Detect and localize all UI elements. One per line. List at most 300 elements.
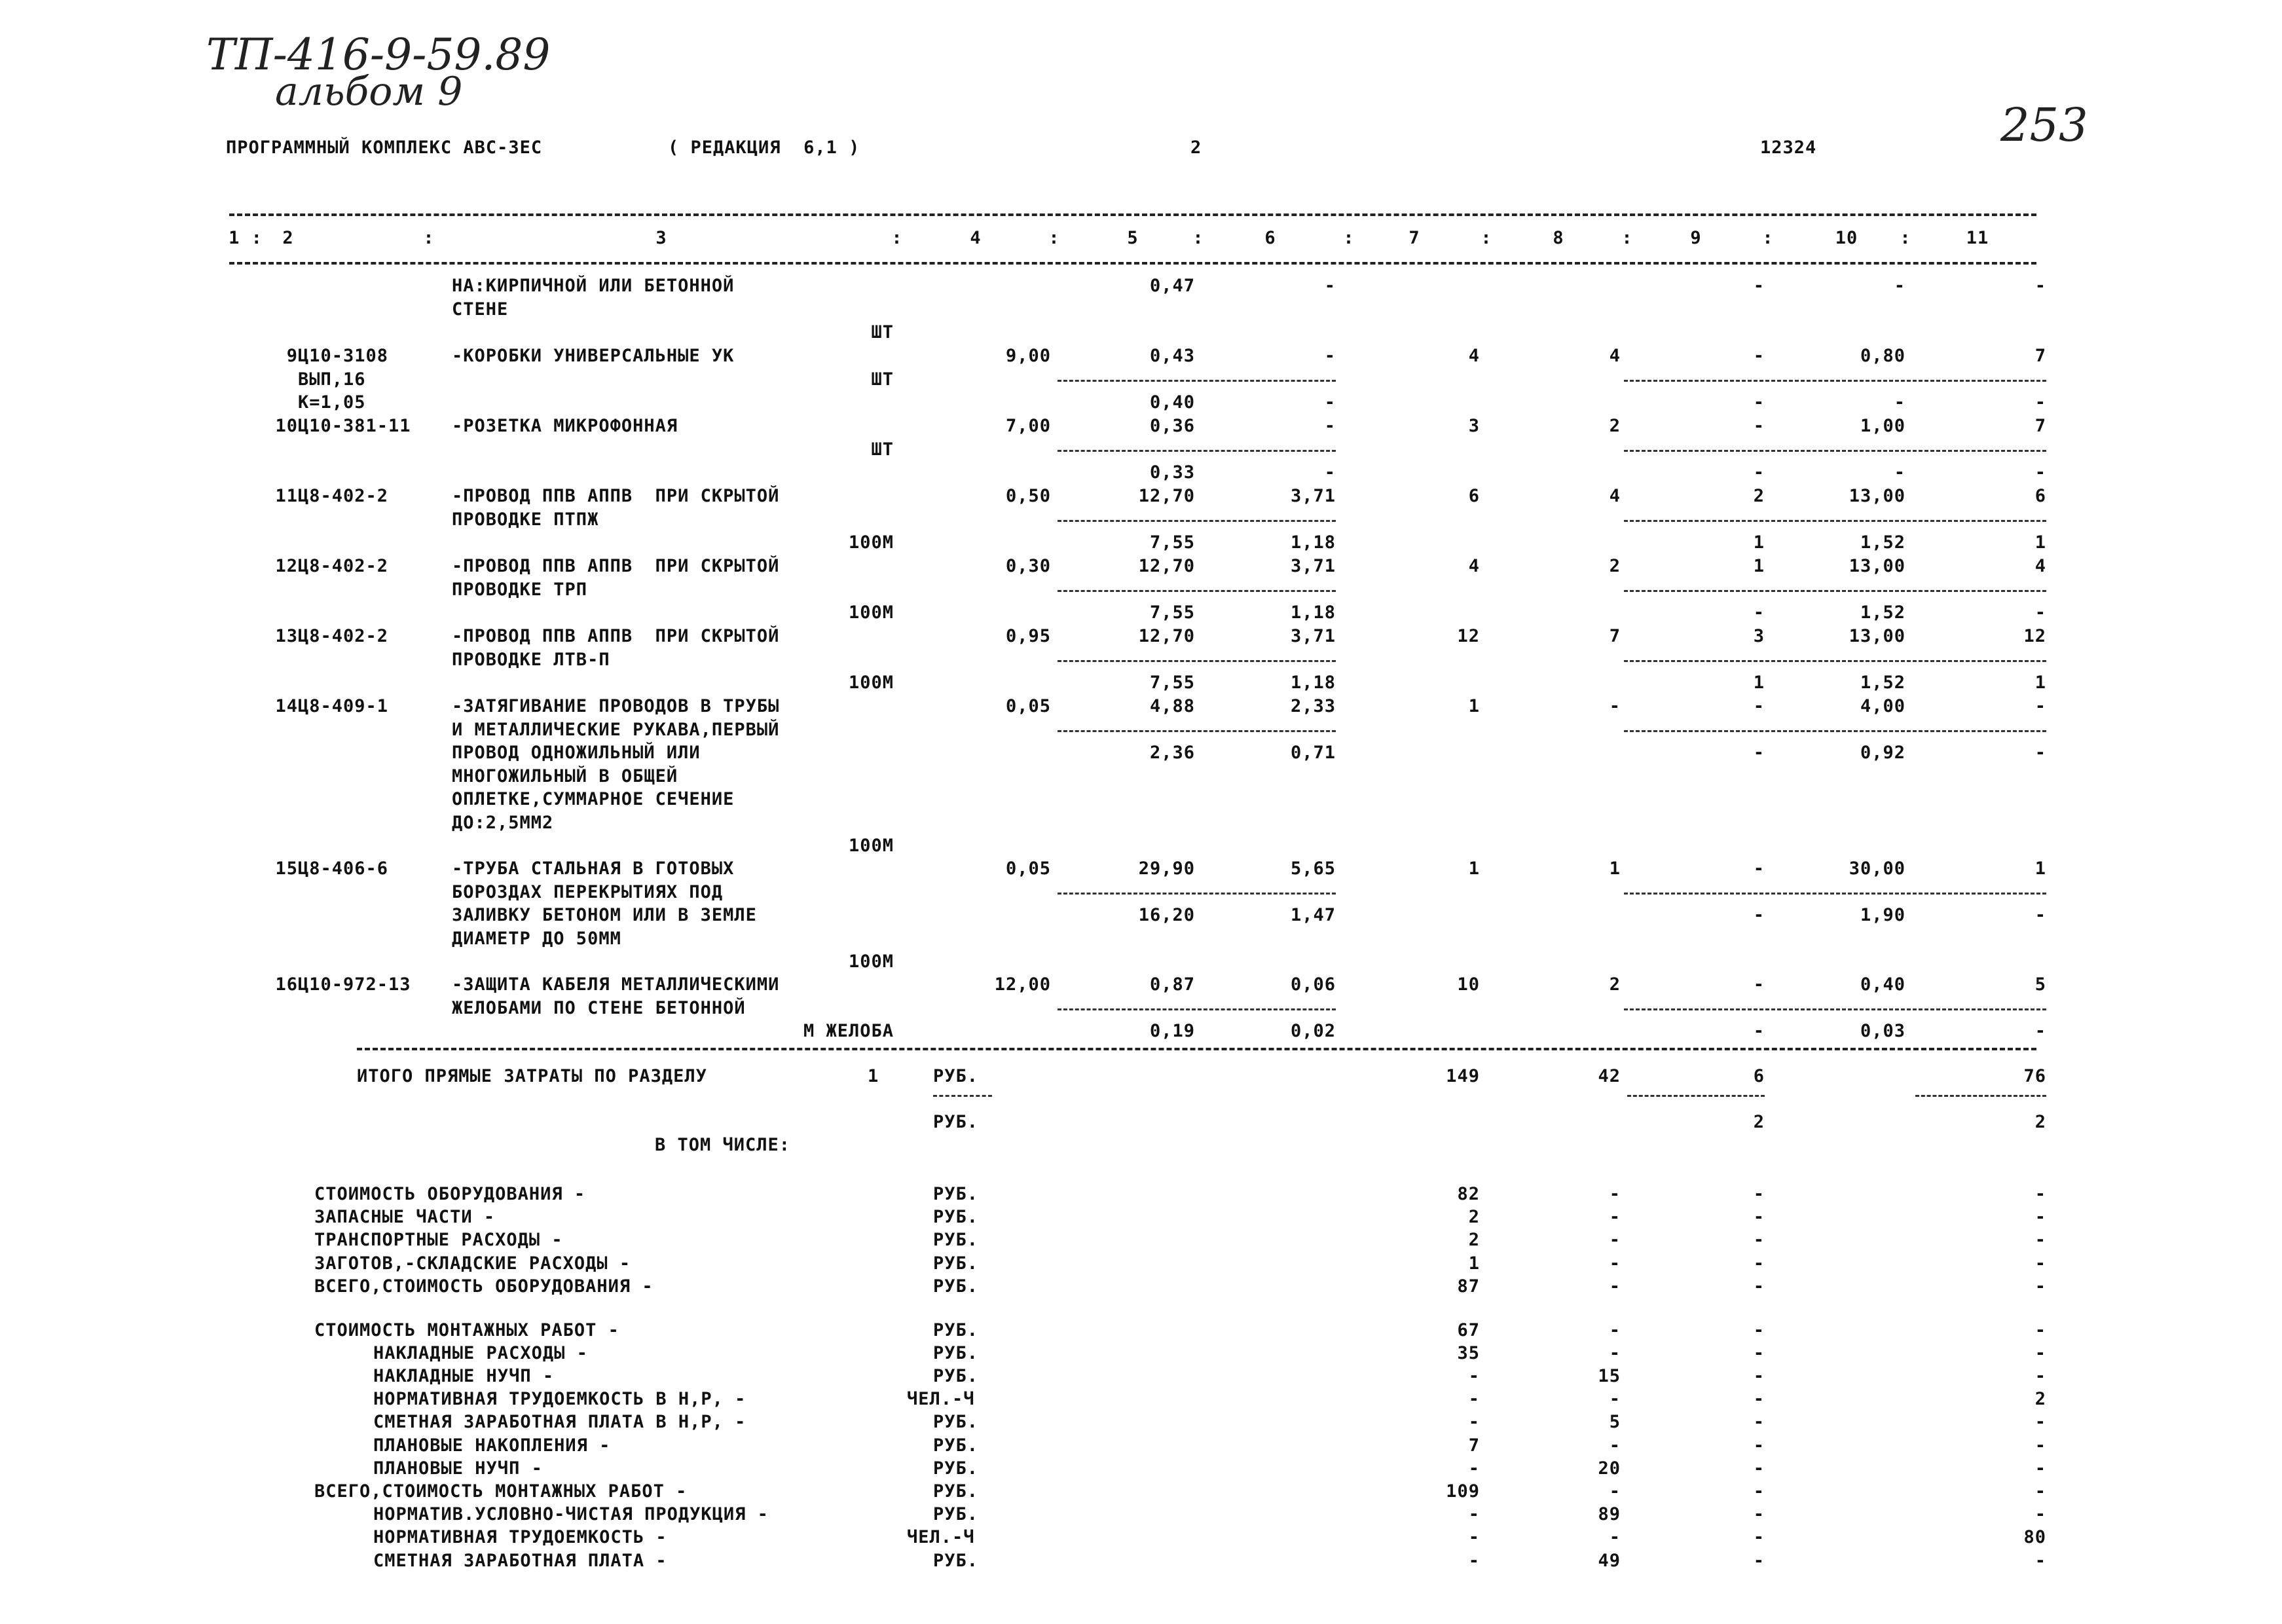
subtotal-separator: [1058, 660, 1336, 662]
item-machine-wages: 0,02: [1290, 1021, 1336, 1041]
summary-col8: -: [1609, 1253, 1621, 1274]
item-col10: 13,00: [1849, 626, 1905, 646]
item-col9: -: [1753, 858, 1765, 879]
total-col11: 76: [2023, 1066, 2046, 1086]
summary-col11: -: [2034, 1276, 2046, 1297]
item-col9-second: -: [1753, 905, 1765, 925]
item-number: 16: [275, 974, 298, 995]
item-wages-cost: 4: [1609, 346, 1621, 366]
item-unit-price-wages: 0,06: [1290, 974, 1336, 995]
summary-col8: -: [1609, 1184, 1621, 1204]
summary-col9: -: [1753, 1207, 1765, 1228]
item-col10-second: 1,90: [1860, 905, 1905, 925]
summary-label: ТРАНСПОРТНЫЕ РАСХОДЫ -: [314, 1230, 563, 1251]
item-col9-second: 1: [1753, 532, 1765, 553]
summary-col9: -: [1753, 1481, 1765, 1502]
item-machine-wages: 1,18: [1290, 602, 1336, 623]
summary-unit: РУБ.: [933, 1207, 979, 1228]
item-col10: 0,40: [1860, 974, 1905, 995]
item-col9: 2: [1753, 486, 1765, 506]
subtotal-separator: [1624, 450, 2046, 452]
item-quantity: 0,95: [1005, 626, 1051, 646]
section-end-rule: [357, 1048, 2036, 1050]
item-unit-price-total: 4,88: [1149, 696, 1195, 716]
summary-col11: -: [2034, 1550, 2046, 1571]
item-unit-price-wages: -: [1324, 276, 1336, 296]
item-col9: 3: [1753, 626, 1765, 646]
subtotal-separator: [1058, 730, 1336, 732]
subtotal-separator: [1624, 660, 2046, 662]
summary-col8: -: [1609, 1276, 1621, 1297]
subtotal-separator: [1624, 1008, 2046, 1010]
summary-col9: -: [1753, 1550, 1765, 1571]
item-description: -ТРУБА СТАЛЬНАЯ В ГОТОВЫХ: [452, 858, 735, 879]
subtotal-separator: [1915, 1095, 2046, 1097]
subtotal-separator: [1624, 380, 2046, 382]
subtotal-separator: [1624, 520, 2046, 522]
item-machine-wages: 1,18: [1290, 532, 1336, 553]
item-number: 13: [275, 626, 298, 646]
summary-unit: РУБ.: [933, 1276, 979, 1297]
summary-unit: РУБ.: [933, 1230, 979, 1251]
summary-col11: -: [2034, 1184, 2046, 1204]
item-col11-second: -: [2034, 905, 2046, 925]
column-header-cell: :: [1621, 228, 1633, 248]
item-unit: 100М: [848, 836, 894, 856]
item-description: ЗАЛИВКУ БЕТОНОМ ИЛИ В ЗЕМЛЕ: [452, 905, 757, 925]
column-header-cell: 6: [1264, 228, 1276, 248]
item-description: БОРОЗДАХ ПЕРЕКРЫТИЯХ ПОД: [452, 881, 724, 902]
item-col9-second: -: [1753, 743, 1765, 763]
item-number: 14: [275, 696, 298, 716]
item-col9: -: [1753, 974, 1765, 995]
item-machine-price: 0,33: [1149, 462, 1195, 483]
item-code: Ц8-406-6: [298, 858, 389, 879]
summary-label: НОРМАТИВ.УСЛОВНО-ЧИСТАЯ ПРОДУКЦИЯ -: [373, 1504, 769, 1525]
summary-col7: -: [1468, 1389, 1480, 1410]
item-col10-second: 1,52: [1860, 602, 1905, 623]
item-wages-cost: 4: [1609, 486, 1621, 506]
item-col9-second: -: [1753, 602, 1765, 623]
subtotal-separator: [1058, 1008, 1336, 1010]
item-code: Ц8-409-1: [298, 696, 389, 716]
item-col11: 12: [2023, 626, 2046, 646]
item-col9: -: [1753, 346, 1765, 366]
column-header-cell: 8: [1553, 228, 1564, 248]
subtotal-separator: [1058, 450, 1336, 452]
summary-col9: -: [1753, 1230, 1765, 1251]
summary-label: СТОИМОСТЬ ОБОРУДОВАНИЯ -: [314, 1184, 586, 1204]
item-description: И МЕТАЛЛИЧЕСКИЕ РУКАВА,ПЕРВЫЙ: [452, 719, 780, 740]
item-description: НА:КИРПИЧНОЙ ИЛИ БЕТОННОЙ: [452, 276, 735, 296]
summary-col7: 1: [1468, 1253, 1480, 1274]
summary-label: НАКЛАДНЫЕ НУЧП -: [373, 1366, 555, 1387]
item-quantity: 12,00: [994, 974, 1051, 995]
item-col10: 30,00: [1849, 858, 1905, 879]
item-total-cost: 4: [1468, 346, 1480, 366]
item-col9: -: [1753, 696, 1765, 716]
summary-col7: -: [1468, 1366, 1480, 1387]
summary-col9: -: [1753, 1412, 1765, 1433]
summary-unit: РУБ.: [933, 1412, 979, 1433]
item-col9: 1: [1753, 556, 1765, 576]
subtotal-separator: [1058, 520, 1336, 522]
summary-unit: ЧЕЛ.-Ч: [907, 1527, 975, 1548]
summary-unit: РУБ.: [933, 1253, 979, 1274]
item-col11: 4: [2034, 556, 2046, 576]
item-quantity: 0,05: [1005, 858, 1051, 879]
item-quantity: 0,30: [1005, 556, 1051, 576]
summary-col11: -: [2034, 1207, 2046, 1228]
item-total-cost: 1: [1468, 858, 1480, 879]
summary-col8: 89: [1598, 1504, 1621, 1525]
summary-label: ПЛАНОВЫЕ НУЧП -: [373, 1458, 543, 1479]
item-col10-second: 1,52: [1860, 532, 1905, 553]
item-description: ДИАМЕТР ДО 50ММ: [452, 928, 621, 949]
item-col10: 4,00: [1860, 696, 1905, 716]
item-col9-second: -: [1753, 392, 1765, 413]
item-unit-price-total: 12,70: [1138, 626, 1195, 646]
item-wages-cost: 1: [1609, 858, 1621, 879]
summary-col11: -: [2034, 1412, 2046, 1433]
summary-col9: -: [1753, 1276, 1765, 1297]
item-unit-price-total: 0,87: [1149, 974, 1195, 995]
item-unit-price-total: 0,43: [1149, 346, 1195, 366]
summary-col9: -: [1753, 1320, 1765, 1340]
column-header-cell: :: [1343, 228, 1355, 248]
item-unit-price-total: 12,70: [1138, 556, 1195, 576]
item-number: 10: [275, 416, 298, 436]
summary-col11: 80: [2023, 1527, 2046, 1548]
item-col9: -: [1753, 276, 1765, 296]
item-machine-wages: -: [1324, 462, 1336, 483]
summary-col7: 7: [1468, 1435, 1480, 1456]
item-col10-second: -: [1894, 462, 1905, 483]
item-description: ПРОВОДКЕ ТРП: [452, 579, 588, 600]
summary-col8: -: [1609, 1342, 1621, 1363]
summary-col11: -: [2034, 1481, 2046, 1502]
item-code: Ц8-402-2: [298, 486, 389, 506]
item-unit-price-wages: -: [1324, 346, 1336, 366]
summary-col11: -: [2034, 1435, 2046, 1456]
item-wages-cost: 2: [1609, 556, 1621, 576]
item-unit: ШТ: [871, 439, 894, 460]
summary-col11: -: [2034, 1342, 2046, 1363]
summary-col8: -: [1609, 1435, 1621, 1456]
item-col11: 7: [2034, 416, 2046, 436]
item-machine-price: 2,36: [1149, 743, 1195, 763]
column-header-cell: :: [891, 228, 903, 248]
document-number: 12324: [1760, 138, 1817, 158]
column-header-cell: 7: [1408, 228, 1420, 248]
item-col10: 13,00: [1849, 486, 1905, 506]
subtotal-separator: [1058, 590, 1336, 592]
summary-unit: РУБ.: [933, 1481, 979, 1502]
summary-col8: 20: [1598, 1458, 1621, 1479]
summary-label: ВСЕГО,СТОИМОСТЬ МОНТАЖНЫХ РАБОТ -: [314, 1481, 688, 1502]
item-total-cost: 3: [1468, 416, 1480, 436]
item-total-cost: 6: [1468, 486, 1480, 506]
program-edition: ( РЕДАКЦИЯ 6,1 ): [668, 138, 860, 158]
summary-col8: -: [1609, 1389, 1621, 1410]
item-unit-price-total: 0,36: [1149, 416, 1195, 436]
summary-label: СМЕТНАЯ ЗАРАБОТНАЯ ПЛАТА -: [373, 1550, 667, 1571]
total-section: 1: [868, 1066, 879, 1086]
summary-col7: 67: [1457, 1320, 1480, 1340]
summary-col9: -: [1753, 1366, 1765, 1387]
item-unit-price-total: 12,70: [1138, 486, 1195, 506]
item-code: Ц10-381-11: [298, 416, 411, 436]
summary-col9: -: [1753, 1389, 1765, 1410]
item-col11: 6: [2034, 486, 2046, 506]
item-unit: 100М: [848, 532, 894, 553]
summary-unit: РУБ.: [933, 1366, 979, 1387]
item-code: Ц10-972-13: [298, 974, 411, 995]
summary-unit: РУБ.: [933, 1320, 979, 1340]
summary-col7: 82: [1457, 1184, 1480, 1204]
summary-col7: -: [1468, 1550, 1480, 1571]
summary-col8: -: [1609, 1207, 1621, 1228]
summary-col7: 2: [1468, 1207, 1480, 1228]
column-header-cell: 9: [1690, 228, 1702, 248]
summary-col7: -: [1468, 1527, 1480, 1548]
item-unit-price-total: 29,90: [1138, 858, 1195, 879]
item-col10-second: 1,52: [1860, 673, 1905, 693]
table-header-rule: [229, 262, 2036, 265]
item-unit-price-wages: 3,71: [1290, 556, 1336, 576]
summary-col11: -: [2034, 1504, 2046, 1525]
summary-unit: РУБ.: [933, 1504, 979, 1525]
item-machine-price: 0,19: [1149, 1021, 1195, 1041]
subtotal-separator: [1627, 1095, 1765, 1097]
item-description: МНОГОЖИЛЬНЫЙ В ОБЩЕЙ: [452, 766, 678, 786]
summary-unit: РУБ.: [933, 1458, 979, 1479]
item-col10: 13,00: [1849, 556, 1905, 576]
item-unit-price-wages: 3,71: [1290, 626, 1336, 646]
summary-label: ЗАГОТОВ,-СКЛАДСКИЕ РАСХОДЫ -: [314, 1253, 631, 1274]
item-description: -ПРОВОД ППВ АППВ ПРИ СКРЫТОЙ: [452, 486, 780, 506]
summary-col11: -: [2034, 1320, 2046, 1340]
item-col10: 1,00: [1860, 416, 1905, 436]
total-col11-second: 2: [2034, 1112, 2046, 1132]
item-quantity: 0,50: [1005, 486, 1051, 506]
program-name: ПРОГРАММНЫЙ КОМПЛЕКС АВС-3ЕС: [226, 138, 543, 158]
subtotal-separator: [1058, 380, 1336, 382]
summary-label: ВСЕГО,СТОИМОСТЬ ОБОРУДОВАНИЯ -: [314, 1276, 653, 1297]
subtotal-separator: [933, 1095, 992, 1097]
column-header-cell: :: [1481, 228, 1492, 248]
item-machine-wages: 1,47: [1290, 905, 1336, 925]
item-col11: 7: [2034, 346, 2046, 366]
item-unit-price-wages: 3,71: [1290, 486, 1336, 506]
summary-col8: 15: [1598, 1366, 1621, 1387]
item-machine-wages: 0,71: [1290, 743, 1336, 763]
column-header-cell: :: [1048, 228, 1060, 248]
item-description: -КОРОБКИ УНИВЕРСАЛЬНЫЕ УК: [452, 346, 735, 366]
item-col11: 5: [2034, 974, 2046, 995]
summary-col9: -: [1753, 1184, 1765, 1204]
item-col11: -: [2034, 276, 2046, 296]
item-col9-second: -: [1753, 1021, 1765, 1041]
item-description: -ЗАТЯГИВАНИЕ ПРОВОДОВ В ТРУБЫ: [452, 696, 780, 716]
summary-col7: 109: [1446, 1481, 1480, 1502]
column-header-cell: :: [1192, 228, 1204, 248]
subtotal-separator: [1058, 893, 1336, 895]
item-col11-second: 1: [2034, 532, 2046, 553]
item-number: 12: [275, 556, 298, 576]
summary-unit: РУБ.: [933, 1550, 979, 1571]
handwritten-album: альбом 9: [275, 69, 463, 115]
summary-col9: -: [1753, 1253, 1765, 1274]
item-col10: 0,80: [1860, 346, 1905, 366]
summary-unit: РУБ.: [933, 1342, 979, 1363]
summary-col7: -: [1468, 1504, 1480, 1525]
item-machine-wages: -: [1324, 392, 1336, 413]
item-wages-cost: 2: [1609, 974, 1621, 995]
item-col9: -: [1753, 416, 1765, 436]
summary-col8: -: [1609, 1527, 1621, 1548]
item-machine-price: 7,55: [1149, 673, 1195, 693]
item-unit: 100М: [848, 673, 894, 693]
item-code-coefficient: К=1,05: [298, 392, 366, 413]
summary-col11: 2: [2034, 1389, 2046, 1410]
item-col11-second: -: [2034, 462, 2046, 483]
handwritten-code: ТП-416-9-59.89: [206, 29, 551, 80]
item-total-cost: 10: [1457, 974, 1480, 995]
item-col11: -: [2034, 696, 2046, 716]
summary-col9: -: [1753, 1342, 1765, 1363]
item-col11: 1: [2034, 858, 2046, 879]
item-quantity: 0,05: [1005, 696, 1051, 716]
total-unit-1: РУБ.: [933, 1066, 979, 1086]
item-machine-wages: 1,18: [1290, 673, 1336, 693]
column-header-cell: 11: [1966, 228, 1989, 248]
summary-unit: РУБ.: [933, 1435, 979, 1456]
item-code-extra: ВЫП,16: [298, 369, 366, 390]
subtotal-separator: [1624, 893, 2046, 895]
item-wages-cost: 2: [1609, 416, 1621, 436]
item-col9-second: 1: [1753, 673, 1765, 693]
subtotal-separator: [1624, 730, 2046, 732]
item-unit: 100М: [848, 951, 894, 972]
table-top-rule: [229, 213, 2036, 216]
summary-col7: 35: [1457, 1342, 1480, 1363]
item-col10: -: [1894, 276, 1905, 296]
item-wages-cost: -: [1609, 696, 1621, 716]
item-number: 9: [286, 346, 298, 366]
item-quantity: 9,00: [1005, 346, 1051, 366]
item-machine-price: 16,20: [1138, 905, 1195, 925]
item-col10-second: 0,03: [1860, 1021, 1905, 1041]
item-description: ДО:2,5ММ2: [452, 812, 554, 833]
total-label: ИТОГО ПРЯМЫЕ ЗАТРАТЫ ПО РАЗДЕЛУ: [357, 1066, 707, 1086]
summary-col7: 87: [1457, 1276, 1480, 1297]
item-unit: 100М: [848, 602, 894, 623]
item-description: СТЕНЕ: [452, 299, 509, 320]
handwritten-page-number: 253: [2000, 98, 2088, 152]
summary-col11: -: [2034, 1366, 2046, 1387]
item-col11-second: -: [2034, 602, 2046, 623]
item-unit: ШТ: [871, 369, 894, 390]
item-col10-second: -: [1894, 392, 1905, 413]
column-header-cell: 2: [282, 228, 294, 248]
summary-col8: -: [1609, 1230, 1621, 1251]
item-machine-price: 7,55: [1149, 532, 1195, 553]
item-unit-price-total: 0,47: [1149, 276, 1195, 296]
item-machine-price: 0,40: [1149, 392, 1195, 413]
item-unit: ШТ: [871, 322, 894, 342]
summary-col9: -: [1753, 1504, 1765, 1525]
summary-col9: -: [1753, 1527, 1765, 1548]
item-code: Ц10-3108: [298, 346, 389, 366]
column-header-cell: 3: [655, 228, 667, 248]
summary-label: СМЕТНАЯ ЗАРАБОТНАЯ ПЛАТА В Н,Р, -: [373, 1412, 746, 1433]
summary-col7: -: [1468, 1412, 1480, 1433]
subtotal-separator: [1624, 590, 2046, 592]
item-col10-second: 0,92: [1860, 743, 1905, 763]
summary-label: НОРМАТИВНАЯ ТРУДОЕМКОСТЬ -: [373, 1527, 667, 1548]
item-col11-second: -: [2034, 743, 2046, 763]
item-number: 11: [275, 486, 298, 506]
summary-col9: -: [1753, 1458, 1765, 1479]
item-unit-price-wages: -: [1324, 416, 1336, 436]
item-description: -ПРОВОД ППВ АППВ ПРИ СКРЫТОЙ: [452, 626, 780, 646]
summary-label: НОРМАТИВНАЯ ТРУДОЕМКОСТЬ В Н,Р, -: [373, 1389, 746, 1410]
column-header-cell: 1 :: [229, 228, 263, 248]
item-machine-price: 7,55: [1149, 602, 1195, 623]
summary-col8: -: [1609, 1481, 1621, 1502]
item-total-cost: 4: [1468, 556, 1480, 576]
summary-unit: РУБ.: [933, 1184, 979, 1204]
total-col8: 42: [1598, 1066, 1621, 1086]
summary-col11: -: [2034, 1458, 2046, 1479]
column-header-cell: :: [1900, 228, 1911, 248]
summary-label: ПЛАНОВЫЕ НАКОПЛЕНИЯ -: [373, 1435, 611, 1456]
column-header-cell: 4: [970, 228, 982, 248]
item-number: 15: [275, 858, 298, 879]
item-col11-second: 1: [2034, 673, 2046, 693]
item-unit: М ЖЕЛОБА: [803, 1021, 894, 1041]
item-col11-second: -: [2034, 1021, 2046, 1041]
column-header-cell: :: [423, 228, 435, 248]
item-col11-second: -: [2034, 392, 2046, 413]
column-header-cell: 5: [1127, 228, 1139, 248]
item-description: -ПРОВОД ППВ АППВ ПРИ СКРЫТОЙ: [452, 556, 780, 576]
item-unit-price-wages: 5,65: [1290, 858, 1336, 879]
summary-label: СТОИМОСТЬ МОНТАЖНЫХ РАБОТ -: [314, 1320, 619, 1340]
item-description: ЖЕЛОБАМИ ПО СТЕНЕ БЕТОННОЙ: [452, 997, 746, 1018]
total-unit-2: РУБ.: [933, 1112, 979, 1132]
item-code: Ц8-402-2: [298, 556, 389, 576]
item-description: ПРОВОДКЕ ПТПЖ: [452, 509, 599, 530]
summary-col9: -: [1753, 1435, 1765, 1456]
item-code: Ц8-402-2: [298, 626, 389, 646]
item-total-cost: 1: [1468, 696, 1480, 716]
summary-col7: 2: [1468, 1230, 1480, 1251]
column-header-cell: :: [1762, 228, 1774, 248]
summary-col8: 49: [1598, 1550, 1621, 1571]
column-header-cell: 10: [1835, 228, 1858, 248]
summary-col11: -: [2034, 1253, 2046, 1274]
summary-label: НАКЛАДНЫЕ РАСХОДЫ -: [373, 1342, 588, 1363]
item-wages-cost: 7: [1609, 626, 1621, 646]
item-quantity: 7,00: [1005, 416, 1051, 436]
item-description: ПРОВОД ОДНОЖИЛЬНЫЙ ИЛИ: [452, 743, 701, 763]
including-label: В ТОМ ЧИСЛЕ:: [655, 1135, 791, 1155]
total-col9: 6: [1753, 1066, 1765, 1086]
total-col7: 149: [1446, 1066, 1480, 1086]
summary-label: ЗАПАСНЫЕ ЧАСТИ -: [314, 1207, 496, 1228]
